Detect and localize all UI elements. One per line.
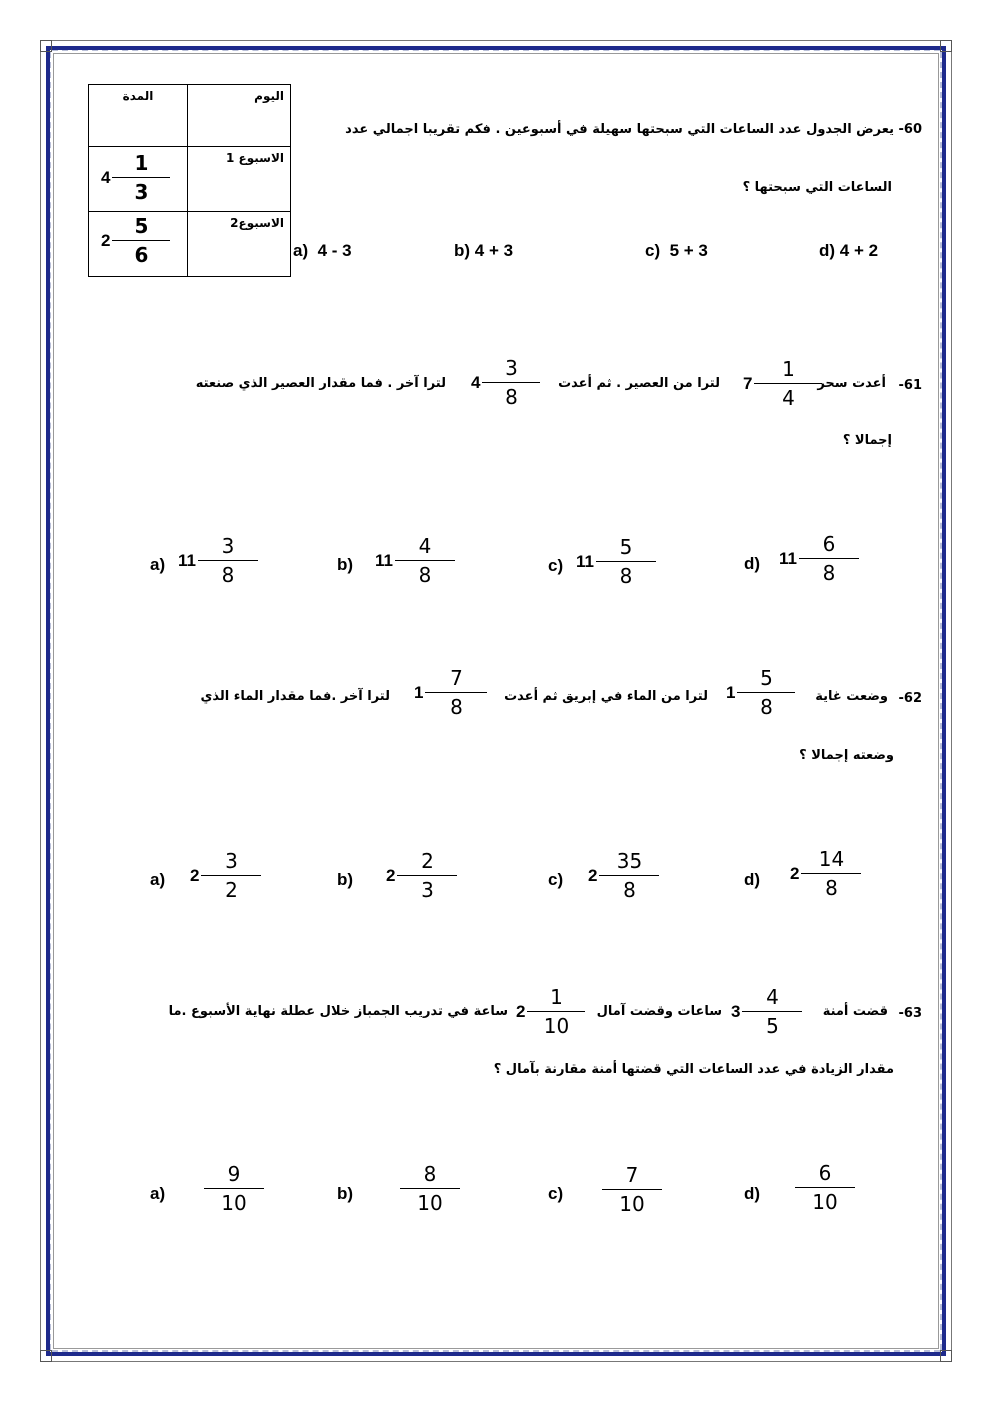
question-number: 60- [898,122,922,137]
fraction-numerator: 14 [818,847,845,871]
fraction-numerator: 5 [134,214,149,238]
q61-option-b-label[interactable]: b) [337,555,354,574]
q61-text-a: أعدت سحر [817,376,886,391]
fraction-numerator: 3 [225,849,238,873]
option-text: 4 + 2 [839,241,879,260]
option-text: 4 - 3 [317,241,352,260]
corner-mark [940,1350,952,1362]
option-label: c) [645,241,661,260]
fraction-denominator: 6 [134,243,149,267]
q62-fraction-1 [726,666,795,719]
fraction-whole: 11 [178,550,196,570]
q60-option-d[interactable] [819,241,878,261]
q63-text-c: ساعة في تدريب الجمباز خلال عطلة نهاية الأسبوع .ما [168,1004,508,1019]
fraction-numerator: 7 [625,1163,639,1187]
q62-option-b-fraction[interactable] [386,849,457,902]
table-header-duration: المدة [89,85,188,147]
fraction-denominator: 8 [825,876,838,900]
q63-line2: مقدار الزيادة في عدد الساعات التي قضتها أمنة مقارنة بآمال ؟ [493,1062,894,1077]
fraction-numerator: 7 [450,666,463,690]
fraction-numerator: 1 [550,985,563,1009]
q61-option-b-fraction[interactable] [375,534,455,587]
q63-option-c-fraction[interactable] [602,1163,662,1216]
swim-hours-table [88,84,291,277]
q61-fraction-2 [471,356,540,409]
fraction-denominator: 2 [225,878,238,902]
fraction-numerator: 1 [134,151,149,175]
fraction-denominator: 10 [543,1014,570,1038]
fraction-numerator: 5 [760,666,773,690]
q61-text-b: لترا من العصير . ثم أعدت [558,376,720,391]
q62-option-d-label[interactable]: d) [744,870,761,889]
fraction-whole: 2 [516,1001,526,1021]
fraction-denominator: 8 [221,563,235,587]
fraction-denominator: 10 [812,1190,838,1214]
fraction-denominator: 10 [221,1191,247,1215]
q62-text-b: لترا من الماء في إبريق ثم أعدت [504,689,708,704]
fraction-whole: 2 [101,230,111,250]
mixed-fraction [101,214,170,267]
option-label: b) [454,241,471,260]
fraction-denominator: 8 [450,695,463,719]
fraction-denominator: 8 [760,695,773,719]
fraction-numerator: 6 [818,1161,832,1185]
fraction-denominator: 4 [782,386,795,410]
fraction-denominator: 3 [134,180,149,204]
table-cell-duration [89,212,188,277]
q63-option-b-label[interactable]: b) [337,1184,354,1203]
fraction-whole: 4 [101,167,111,187]
q61-option-a-fraction[interactable] [178,534,258,587]
fraction-whole: 11 [375,550,393,570]
fraction-denominator: 8 [822,561,836,585]
fraction-whole: 3 [731,1001,741,1021]
table-cell-duration [89,147,188,212]
q61-option-c-label[interactable]: c) [548,556,564,575]
q60-line1 [345,122,922,137]
q62-option-b-label[interactable]: b) [337,870,354,889]
fraction-numerator: 35 [616,849,643,873]
option-text: 5 + 3 [669,241,708,260]
fraction-numerator: 1 [782,357,795,381]
fraction-denominator: 8 [619,564,633,588]
q63-option-d-label[interactable]: d) [744,1184,761,1203]
q60-option-b[interactable] [454,241,513,261]
fraction-whole: 2 [386,865,396,885]
fraction-denominator: 10 [417,1191,443,1215]
q62-option-c-fraction[interactable] [588,849,659,902]
q60-line2: الساعات التي سبحتها ؟ [742,180,892,195]
fraction-denominator: 3 [421,878,434,902]
q62-text-c: لترا آخر .فما مقدار الماء الذي [200,689,390,704]
q63-number: 63- [898,1006,922,1021]
fraction-whole: 4 [471,372,481,392]
q62-number: 62- [898,691,922,706]
q61-option-d-label[interactable]: d) [744,554,761,573]
fraction-whole: 11 [576,551,594,571]
q61-text-c: لترا آخر . فما مقدار العصير الذي صنعته [195,376,446,391]
mixed-fraction [101,151,170,204]
q61-option-a-label[interactable]: a) [150,555,166,574]
fraction-denominator: 8 [505,385,518,409]
q62-line2: وضعته إجمالا ؟ [799,748,894,763]
corner-mark [940,40,952,52]
fraction-whole: 7 [743,373,753,393]
q62-fraction-2 [414,666,487,719]
fraction-numerator: 9 [227,1162,241,1186]
fraction-denominator: 8 [623,878,636,902]
question-text: يعرض الجدول عدد الساعات التي سبحتها سهيلة في أسبوعين . فكم تقريبا اجمالي عدد [345,122,894,137]
q63-option-a-label[interactable]: a) [150,1184,166,1203]
option-label: d) [819,241,836,260]
fraction-whole: 1 [414,682,424,702]
fraction-numerator: 8 [423,1162,437,1186]
q60-option-c[interactable] [645,241,708,261]
fraction-numerator: 2 [421,849,434,873]
q63-option-a-fraction[interactable] [204,1162,264,1215]
q62-text-a: وضعت غاية [815,689,888,704]
fraction-whole: 2 [190,865,200,885]
fraction-whole: 2 [790,863,800,883]
q60-option-a[interactable] [293,241,352,261]
fraction-whole: 1 [726,682,736,702]
q62-option-d-fraction[interactable] [790,847,861,900]
q61-option-d-fraction[interactable] [779,532,859,585]
fraction-denominator: 8 [418,563,432,587]
fraction-numerator: 6 [822,532,836,556]
q62-option-a-label[interactable]: a) [150,870,166,889]
corner-mark [40,40,52,52]
q63-option-d-fraction[interactable] [795,1161,855,1214]
option-label: a) [293,241,309,260]
fraction-whole: 11 [779,548,797,568]
q61-option-c-fraction[interactable] [576,535,656,588]
fraction-whole: 2 [588,865,598,885]
table-header-day: اليوم [188,85,291,147]
fraction-numerator: 4 [766,985,779,1009]
q61-number: 61- [898,378,922,393]
fraction-numerator: 4 [418,534,432,558]
q62-option-c-label[interactable]: c) [548,870,564,889]
fraction-denominator: 5 [766,1014,779,1038]
table-cell-day: الاسبوع2 [188,212,291,277]
fraction-numerator: 3 [221,534,235,558]
fraction-denominator: 10 [619,1192,645,1216]
q61-line2: إجمالا ؟ [842,433,892,448]
q63-fraction-1 [731,985,802,1038]
q63-option-c-label[interactable]: c) [548,1184,564,1203]
fraction-numerator: 3 [505,356,518,380]
q63-option-b-fraction[interactable] [400,1162,460,1215]
q61-fraction-1 [743,357,822,410]
corner-mark [40,1350,52,1362]
q63-text-a: قضت أمنة [822,1004,888,1019]
table-cell-day: الاسبوع 1 [188,147,291,212]
q63-fraction-2 [516,985,585,1038]
q63-text-b: ساعات وقضت آمال [596,1004,722,1019]
option-text: 4 + 3 [474,241,514,260]
fraction-numerator: 5 [619,535,633,559]
q62-option-a-fraction[interactable] [190,849,261,902]
